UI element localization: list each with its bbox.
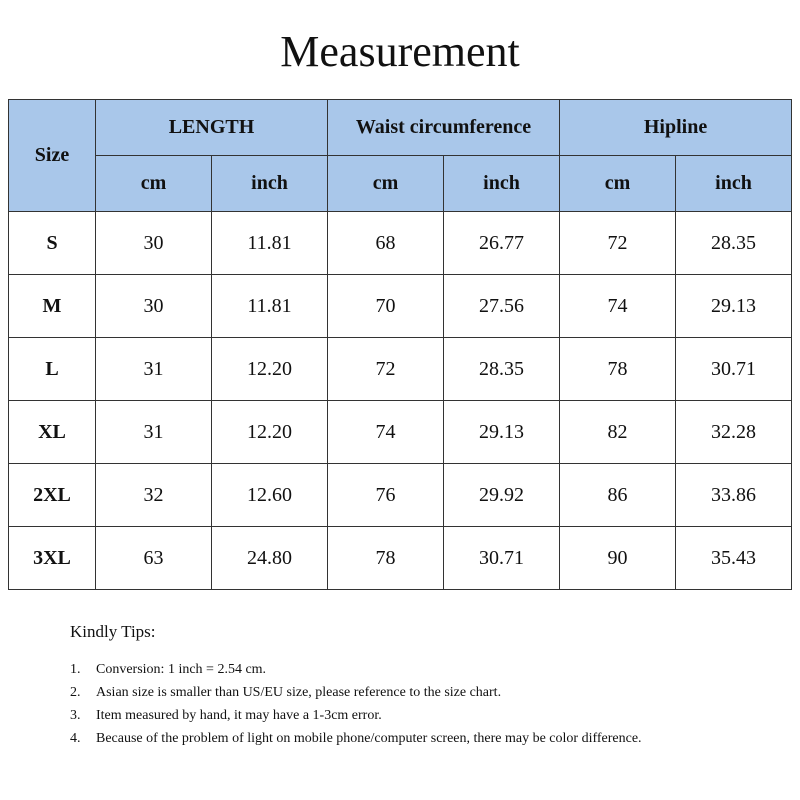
- table-cell: 12.60: [212, 464, 328, 527]
- table-cell: 72: [328, 338, 444, 401]
- table-cell: 26.77: [444, 212, 560, 275]
- hipline-header: Hipline: [560, 100, 792, 156]
- table-row: [9, 464, 792, 527]
- page-title: Measurement: [280, 27, 520, 76]
- table-cell: 90: [560, 527, 676, 590]
- table-cell: 30.71: [676, 338, 792, 401]
- tips-heading: Kindly Tips:: [70, 622, 156, 641]
- table-cell: 29.13: [676, 275, 792, 338]
- table-cell: 27.56: [444, 275, 560, 338]
- table-cell: 12.20: [212, 401, 328, 464]
- unit-header: inch: [212, 156, 328, 212]
- table-cell: 63: [96, 527, 212, 590]
- table-cell: 11.81: [212, 275, 328, 338]
- group-header-row: [9, 100, 792, 156]
- length-header: LENGTH: [96, 100, 328, 156]
- table-cell: 30: [96, 275, 212, 338]
- tip-number: 2.: [70, 685, 81, 700]
- tip-item: [70, 658, 770, 681]
- table-row: [9, 527, 792, 590]
- table-cell: 76: [328, 464, 444, 527]
- table-cell: 29.92: [444, 464, 560, 527]
- size-cell: 3XL: [9, 527, 96, 590]
- table-row: [9, 401, 792, 464]
- table-cell: 74: [560, 275, 676, 338]
- table-cell: 82: [560, 401, 676, 464]
- size-chart-table: [8, 99, 792, 590]
- table-cell: 32: [96, 464, 212, 527]
- table-cell: 30: [96, 212, 212, 275]
- tip-item: [70, 727, 770, 750]
- table-cell: 11.81: [212, 212, 328, 275]
- unit-header: inch: [444, 156, 560, 212]
- table-cell: 74: [328, 401, 444, 464]
- table-cell: 29.13: [444, 401, 560, 464]
- tip-text: Because of the problem of light on mobile phone/computer screen, there may be color difference.: [96, 731, 642, 746]
- tip-item: [70, 704, 770, 727]
- tip-item: [70, 681, 770, 704]
- size-header: Size: [9, 100, 96, 212]
- table-cell: 35.43: [676, 527, 792, 590]
- table-cell: 31: [96, 338, 212, 401]
- unit-header: cm: [328, 156, 444, 212]
- tip-text: Asian size is smaller than US/EU size, please reference to the size chart.: [96, 685, 502, 700]
- table-cell: 28.35: [444, 338, 560, 401]
- table-cell: 31: [96, 401, 212, 464]
- table-cell: 24.80: [212, 527, 328, 590]
- table-cell: 28.35: [676, 212, 792, 275]
- table-cell: 12.20: [212, 338, 328, 401]
- size-cell: M: [9, 275, 96, 338]
- tip-number: 1.: [70, 662, 81, 677]
- unit-header: cm: [96, 156, 212, 212]
- size-cell: L: [9, 338, 96, 401]
- table-cell: 70: [328, 275, 444, 338]
- table-cell: 33.86: [676, 464, 792, 527]
- tips-list: [70, 658, 770, 750]
- unit-header-row: [9, 156, 792, 212]
- waist-header: Waist circumference: [328, 100, 560, 156]
- size-cell: XL: [9, 401, 96, 464]
- tip-number: 4.: [70, 731, 81, 746]
- unit-header: cm: [560, 156, 676, 212]
- table-cell: 78: [328, 527, 444, 590]
- tip-text: Item measured by hand, it may have a 1-3cm error.: [96, 708, 382, 723]
- table-row: [9, 212, 792, 275]
- table-cell: 32.28: [676, 401, 792, 464]
- size-cell: 2XL: [9, 464, 96, 527]
- tip-text: Conversion: 1 inch = 2.54 cm.: [96, 662, 267, 677]
- unit-header: inch: [676, 156, 792, 212]
- tip-number: 3.: [70, 708, 81, 723]
- table-row: [9, 338, 792, 401]
- kindly-tips: [70, 620, 770, 750]
- table-cell: 30.71: [444, 527, 560, 590]
- table-cell: 78: [560, 338, 676, 401]
- table-cell: 68: [328, 212, 444, 275]
- size-cell: S: [9, 212, 96, 275]
- table-cell: 72: [560, 212, 676, 275]
- table-cell: 86: [560, 464, 676, 527]
- table-row: [9, 275, 792, 338]
